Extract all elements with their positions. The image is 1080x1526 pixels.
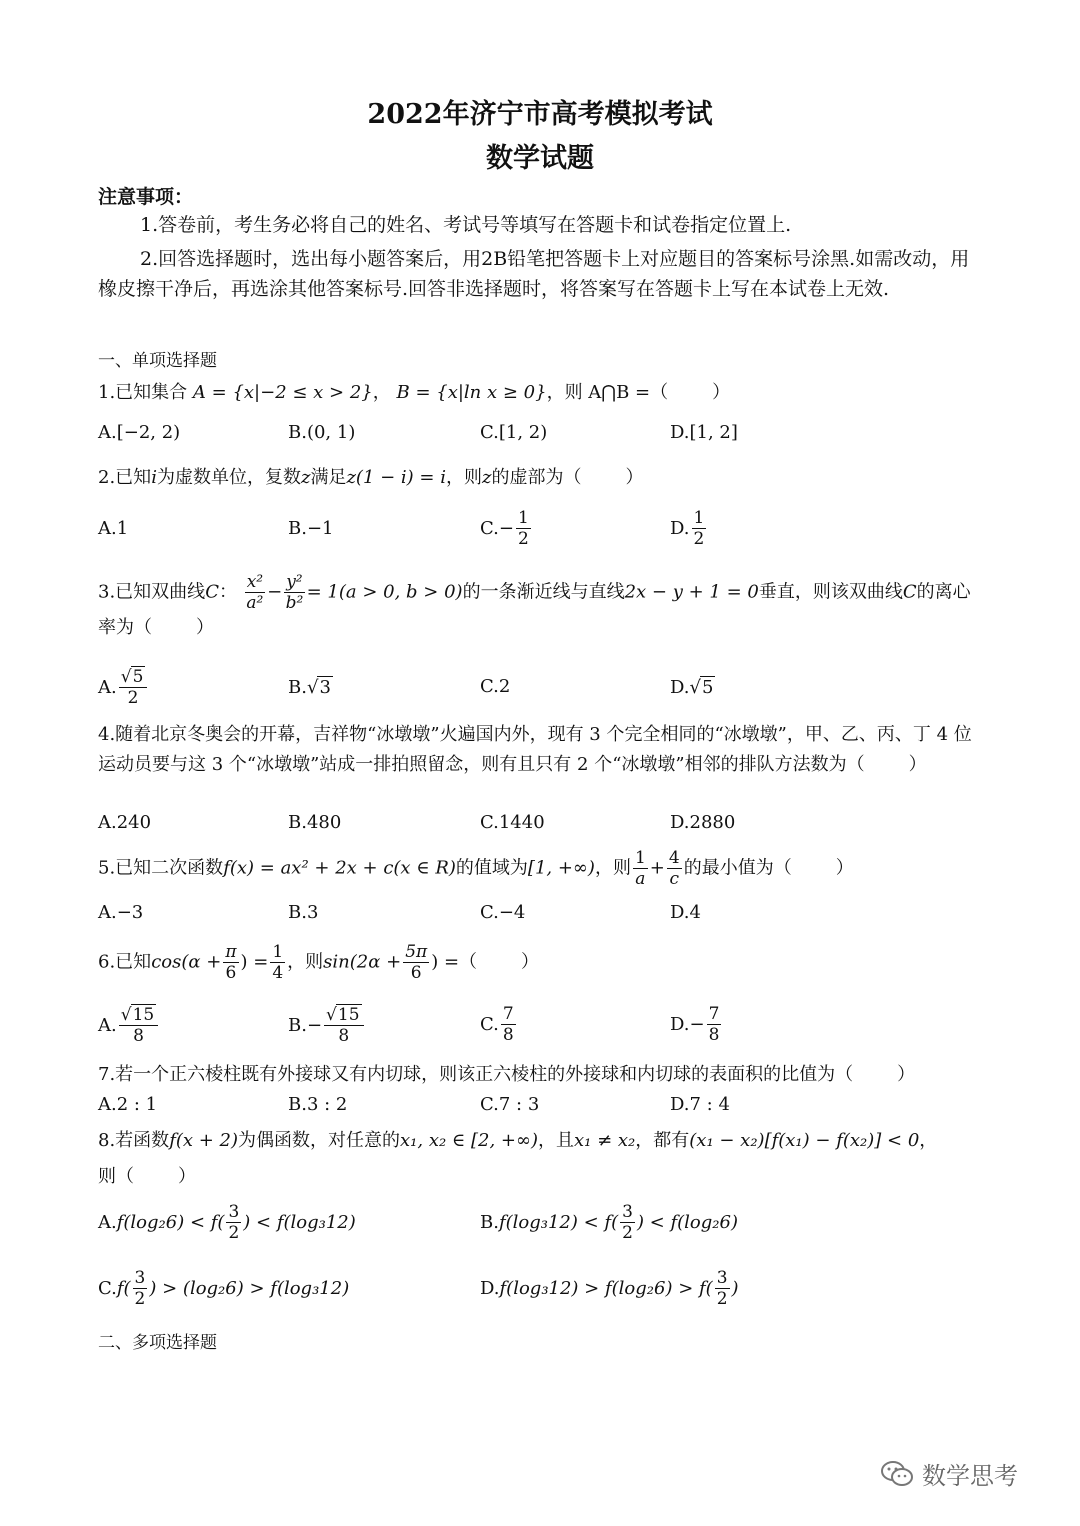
- q5-frac-2: [667, 848, 682, 889]
- q8-neq: x₁ ≠ x₂: [574, 1130, 636, 1151]
- q8-option-a-label: A.: [98, 1212, 117, 1233]
- q3-text-5: 的离心率为（: [98, 581, 971, 638]
- q8-func: f(x + 2): [169, 1130, 239, 1151]
- q2-d-den: 2: [693, 529, 705, 549]
- q5-text-5: ）: [835, 857, 854, 879]
- q6-sin: sin(2α +: [323, 951, 402, 973]
- q8-text-6: 则（: [98, 1166, 134, 1187]
- q3-frac-y: [284, 572, 304, 613]
- q6-frac-quarter: [270, 942, 285, 983]
- notice-heading: 注意事项：: [98, 186, 194, 208]
- question-4-options: [98, 812, 988, 852]
- q3-option-b-label: B.: [288, 676, 307, 698]
- q2-option-c-frac: [516, 508, 531, 549]
- q8-c-part-1: f(: [116, 1278, 131, 1299]
- q6-frac-pi6: [223, 942, 238, 983]
- q8-vars: x₁, x₂ ∈ [2, +∞): [400, 1130, 538, 1151]
- q1-option-c[interactable]: C.[1, 2): [480, 422, 548, 443]
- q6-b-den: 8: [338, 1026, 350, 1046]
- q5-option-c[interactable]: C.−4: [480, 902, 526, 923]
- q8-a-num: 3: [228, 1202, 240, 1222]
- q6-six-2: 6: [410, 963, 422, 983]
- q5-text-3: ，则: [594, 857, 631, 879]
- q3-y2: y²: [286, 572, 303, 592]
- q6-text-2: ，则: [287, 951, 324, 973]
- q6-d-num: 7: [708, 1004, 720, 1024]
- q8-b-num: 3: [622, 1202, 633, 1222]
- q3-option-a[interactable]: [98, 666, 149, 708]
- q1-sep: ，: [372, 382, 391, 403]
- question-7: [98, 1060, 988, 1090]
- q8-a-den: 2: [228, 1223, 240, 1243]
- q7-option-d[interactable]: D.7 : 4: [670, 1094, 730, 1115]
- q3-option-c[interactable]: C.2: [480, 676, 511, 697]
- q8-text-4: ，都有: [635, 1130, 690, 1151]
- q3-a-sqrt: 5: [132, 667, 144, 687]
- question-6: [98, 942, 988, 983]
- q2-option-d-label: D.: [670, 518, 690, 539]
- q6-one: 1: [272, 942, 284, 962]
- q8-d-den: 2: [716, 1289, 728, 1309]
- q3-text-1: 3.已知双曲线: [98, 581, 206, 603]
- q6-c-den: 8: [502, 1025, 514, 1045]
- question-8: [98, 1126, 988, 1156]
- q5-frac-1: [633, 848, 648, 889]
- q8-d-num: 3: [716, 1268, 728, 1288]
- q6-option-a-frac: [119, 1004, 158, 1046]
- q8-option-a[interactable]: [98, 1202, 356, 1243]
- q5-n1: 1: [634, 848, 646, 868]
- q3-text-4: 垂直，则该双曲线: [758, 581, 903, 603]
- q7-option-c[interactable]: C.7 : 3: [480, 1094, 540, 1115]
- q8-text-5: ，: [919, 1130, 938, 1151]
- question-1: [98, 378, 988, 408]
- q6-a-den: 8: [133, 1026, 144, 1046]
- exam-subtitle: 数学试题: [486, 143, 594, 174]
- q6-c-num: 7: [502, 1004, 514, 1024]
- q8-text-1: 8.若函数: [98, 1130, 170, 1151]
- q6-close-2: ) =（: [431, 951, 478, 973]
- q4-option-d[interactable]: D.2880: [670, 812, 736, 833]
- question-5-options: [98, 902, 988, 942]
- q6-a-sqrt: 15: [132, 1005, 155, 1025]
- q2-text-4: ，则: [445, 467, 482, 488]
- question-1-options: [98, 422, 988, 462]
- q5-option-a[interactable]: A.−3: [98, 902, 144, 923]
- question-5: [98, 848, 988, 889]
- section-multi-choice: 二、多项选择题: [98, 1333, 217, 1353]
- q8-d-frac: [715, 1268, 730, 1309]
- q3-option-b[interactable]: B. √ 3: [288, 676, 331, 698]
- q3-var-c: C: [205, 581, 219, 603]
- question-8-line-2: [98, 1162, 988, 1192]
- q6-b-sqrt: 15: [337, 1005, 360, 1025]
- q8-text-7: ）: [178, 1166, 196, 1187]
- q2-option-d-frac: [692, 508, 707, 549]
- q6-option-d-frac: [707, 1004, 722, 1045]
- q8-a-part-2: ) < f(log₃12): [243, 1212, 356, 1233]
- q6-option-d-label: D.−: [670, 1014, 705, 1035]
- q6-option-b[interactable]: [288, 1004, 366, 1046]
- q5-range: [1, +∞): [527, 857, 595, 879]
- q8-text-3: ，且: [538, 1130, 574, 1151]
- question-2-options: [98, 508, 988, 558]
- q3-d-sqrt: 5: [702, 677, 714, 698]
- q8-c-part-2: ) > (log₂6) > f(log₃12): [149, 1278, 350, 1299]
- q7-option-a[interactable]: A.2 : 1: [98, 1094, 158, 1115]
- q8-a-frac: [226, 1202, 241, 1243]
- question-3-options: [98, 666, 988, 718]
- notice-item-1: 1.答卷前，考生务必将自己的姓名、考试号等填写在答题卡和试卷指定位置上.: [140, 214, 792, 236]
- q3-frac-x: [245, 572, 265, 613]
- q8-d-part-1: f(log₃12) > f(log₂6) > f(: [499, 1278, 713, 1299]
- q5-option-d[interactable]: D.4: [670, 902, 701, 923]
- watermark-text: 数学思考: [922, 1462, 1018, 1490]
- q4-text: 4.随着北京冬奥会的开幕，吉祥物“冰墩墩”火遍国内外，现有 3 个完全相同的“冰墩墩”，甲、乙、丙、丁 4 位运动员要与这 3 个“冰墩墩”站成一排拍照留念，则有且只有 2 个“冰墩墩”相邻的排队方法数为（: [98, 724, 972, 775]
- q2-text-2: 为虚数单位，复数: [156, 467, 301, 488]
- q5-text-4: 的最小值为（: [683, 857, 792, 879]
- q2-c-num: 1: [517, 508, 529, 528]
- q2-text-1: 2.已知: [98, 467, 152, 488]
- q6-d-den: 8: [708, 1025, 720, 1045]
- q8-c-frac: [133, 1268, 148, 1309]
- q8-option-c[interactable]: [98, 1268, 349, 1309]
- q3-line: 2x − y + 1 = 0: [624, 581, 759, 603]
- q2-var-z: z: [300, 467, 311, 488]
- q8-option-b[interactable]: [480, 1202, 738, 1243]
- q5-func: f(x) = ax² + 2x + c(x ∈ R): [223, 857, 456, 879]
- q1-option-d[interactable]: D.[1, 2]: [670, 422, 738, 443]
- wechat-icon: [880, 1459, 914, 1489]
- q3-x2: x²: [246, 572, 264, 592]
- q8-a-part-1: f(log₂6) < f(: [116, 1212, 225, 1233]
- q6-b-num: √15: [324, 1004, 363, 1026]
- q6-option-c[interactable]: [480, 1004, 518, 1045]
- watermark: [880, 1456, 1018, 1491]
- q8-b-part-1: f(log₃12) < f(: [498, 1212, 619, 1233]
- q3-b2: b²: [285, 593, 304, 613]
- q5-text-1: 5.已知二次函数: [98, 857, 224, 879]
- q5-option-b[interactable]: B.3: [288, 902, 319, 923]
- q6-option-c-label: C.: [480, 1014, 499, 1035]
- q1-text-2: ，则 A⋂B =（: [546, 382, 669, 403]
- q3-a2: a²: [246, 593, 264, 613]
- q1-option-b[interactable]: B.(0, 1): [288, 422, 356, 443]
- q3-option-a-frac: [119, 666, 148, 708]
- question-8-options-row-1: [98, 1202, 988, 1254]
- q2-option-c-label: C.−: [480, 518, 514, 539]
- q6-text-1: 6.已知: [98, 951, 152, 973]
- q6-a-num: √15: [119, 1004, 158, 1026]
- q7-close: ）: [897, 1064, 916, 1085]
- question-2: [98, 463, 988, 493]
- q8-c-num: 3: [134, 1268, 146, 1288]
- q3-text-6: ）: [196, 617, 214, 638]
- q8-b-frac: [620, 1202, 635, 1243]
- q5-d1: a: [635, 869, 646, 889]
- q2-option-c[interactable]: [480, 508, 533, 549]
- exam-title: 2022年济宁市高考模拟考试: [367, 99, 713, 130]
- q4-option-b[interactable]: B.480: [288, 812, 342, 833]
- q3-a-num: √5: [119, 666, 148, 688]
- q2-text-5: 的虚部为（: [491, 467, 582, 488]
- q6-fivepi: 5π: [405, 942, 428, 962]
- q2-expr: z(1 − i) = i: [346, 467, 446, 488]
- q8-b-den: 2: [622, 1223, 633, 1243]
- q7-option-b[interactable]: B.3 : 2: [288, 1094, 348, 1115]
- q8-option-d-label: D.: [480, 1278, 500, 1299]
- q6-four: 4: [272, 963, 284, 983]
- question-4: [98, 720, 988, 780]
- q5-d2: c: [669, 869, 680, 889]
- q2-var-z2: z: [481, 467, 492, 488]
- q6-option-a-label: A.: [98, 1014, 117, 1036]
- question-3: [98, 572, 988, 643]
- q6-option-d[interactable]: [670, 1004, 723, 1045]
- q2-text-6: ）: [625, 467, 644, 488]
- q1-set-a: A = {x|−2 ≤ x > 2}: [192, 382, 373, 403]
- q6-six: 6: [225, 963, 237, 983]
- q3-minus: −: [267, 581, 283, 603]
- q1-text-1: 1.已知集合: [98, 382, 188, 403]
- q6-option-b-frac: [324, 1004, 363, 1046]
- q8-option-b-label: B.: [480, 1212, 499, 1233]
- q8-d-part-2: ): [731, 1278, 739, 1299]
- q6-cos: cos(α +: [151, 951, 222, 973]
- q8-option-c-label: C.: [98, 1278, 117, 1299]
- q6-option-a[interactable]: [98, 1004, 160, 1046]
- question-6-options: [98, 1004, 988, 1058]
- q2-d-num: 1: [693, 508, 705, 528]
- q2-var-i: i: [151, 467, 157, 488]
- q8-text-2: 为偶函数，对任意的: [238, 1130, 401, 1151]
- q6-option-b-label: B.−: [288, 1014, 323, 1036]
- q8-option-d[interactable]: [480, 1268, 739, 1309]
- q3-text-2: ：: [218, 581, 237, 603]
- q4-option-c[interactable]: C.1440: [480, 812, 545, 833]
- q6-option-c-frac: [501, 1004, 516, 1045]
- q3-b-sqrt: 3: [319, 677, 331, 698]
- q2-text-3: 满足: [310, 467, 347, 488]
- q2-option-b[interactable]: B.−1: [288, 518, 334, 539]
- q8-c-den: 2: [134, 1289, 146, 1309]
- question-8-options-row-2: [98, 1268, 988, 1320]
- q5-n2: 4: [668, 848, 680, 868]
- q6-close-1: ) =: [240, 951, 269, 973]
- q2-c-den: 2: [517, 529, 529, 549]
- q3-a-den: 2: [127, 688, 139, 708]
- q6-text-3: ）: [521, 951, 540, 973]
- q1-option-a[interactable]: A.[−2, 2): [98, 422, 181, 443]
- q6-frac-5pi6: [403, 942, 429, 983]
- q3-var-c2: C: [902, 581, 917, 603]
- q1-set-b: B = {x|ln x ≥ 0}: [396, 382, 547, 403]
- q7-text: 7.若一个正六棱柱既有外接球又有内切球，则该正六棱柱的外接球和内切球的表面积的比值为（: [98, 1064, 854, 1085]
- q3-option-d[interactable]: D. √ 5: [670, 676, 714, 698]
- q2-option-a[interactable]: A.1: [98, 518, 129, 539]
- q5-text-2: 的值域为: [455, 857, 528, 879]
- q3-option-a-label: A.: [98, 676, 117, 698]
- q4-option-a[interactable]: A.240: [98, 812, 152, 833]
- q3-tail: = 1(a > 0, b > 0): [306, 581, 463, 603]
- q5-plus: +: [649, 857, 665, 879]
- section-single-choice: 一、单项选择题: [98, 351, 217, 371]
- q1-text-3: ）: [712, 382, 731, 403]
- q3-option-d-label: D.: [670, 676, 690, 698]
- notice-item-2: 2.回答选择题时，选出每小题答案后，用2B铅笔把答题卡上对应题目的答案标号涂黑.如需改动，用橡皮擦干净后，再选涂其他答案标号.回答非选择题时，将答案写在答题卡上写在本试卷上无效.: [98, 248, 970, 300]
- q8-ineq: (x₁ − x₂)[f(x₁) − f(x₂)] < 0: [689, 1130, 920, 1151]
- q4-close: ）: [908, 754, 927, 775]
- q3-text-3: 的一条渐近线与直线: [462, 581, 625, 603]
- q6-pi: π: [225, 942, 237, 962]
- q2-option-d[interactable]: [670, 508, 708, 549]
- q8-b-part-2: ) < f(log₂6): [636, 1212, 738, 1233]
